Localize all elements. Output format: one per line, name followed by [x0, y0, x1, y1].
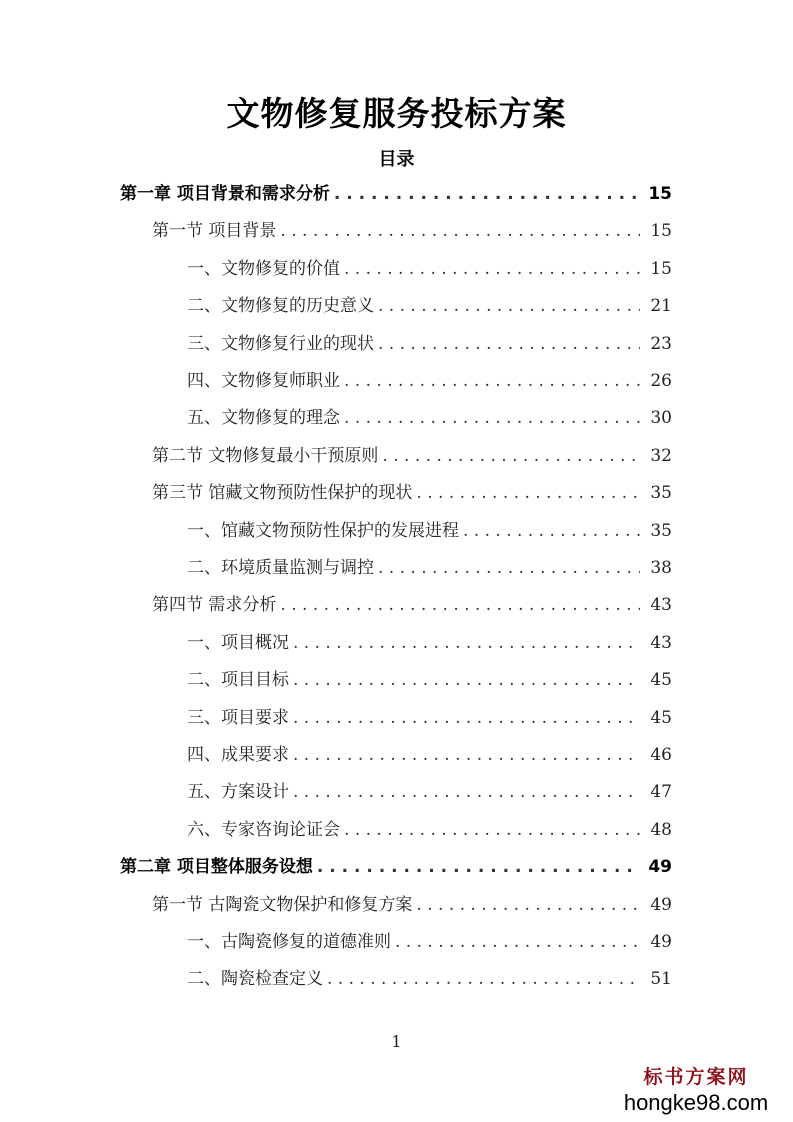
toc-entry[interactable]: [187, 777, 672, 807]
toc-entry-label: 第四节 需求分析: [152, 595, 277, 615]
toc-entry-page: 35: [650, 483, 672, 503]
toc-leader-dots: [293, 777, 640, 807]
toc-entry-page: 48: [650, 820, 672, 840]
toc-entry-page: 26: [650, 371, 672, 391]
toc-entry-page: 46: [650, 745, 672, 765]
toc-leader-dots: [378, 553, 640, 583]
toc-entry-label: 第二章 项目整体服务设想: [120, 857, 313, 877]
toc-heading: 目录: [378, 149, 415, 170]
toc-entry-label: 第三节 馆藏文物预防性保护的现状: [152, 483, 413, 503]
toc-entry-page: 15: [648, 184, 672, 204]
toc-entry-page: 47: [650, 782, 672, 802]
toc-entry-page: 49: [650, 932, 672, 952]
toc-entry-page: 49: [648, 857, 672, 877]
toc-entry[interactable]: [120, 179, 672, 209]
toc-entry-label: 一、馆藏文物预防性保护的发展进程: [187, 521, 459, 541]
toc-entry-page: 32: [650, 446, 672, 466]
document-title: 文物修复服务投标方案: [226, 94, 567, 133]
toc-leader-dots: [293, 740, 640, 770]
toc-entry-label: 一、文物修复的价值: [187, 259, 340, 279]
toc-leader-dots: [416, 890, 640, 920]
toc-entry-label: 第一节 古陶瓷文物保护和修复方案: [152, 895, 413, 915]
toc-entry-page: 30: [650, 408, 672, 428]
toc-leader-dots: [334, 179, 640, 209]
toc-entry-label: 一、项目概况: [187, 633, 289, 653]
toc-leader-dots: [416, 478, 640, 508]
page-number: 1: [391, 1032, 402, 1051]
toc-entry[interactable]: [152, 441, 672, 471]
toc-leader-dots: [378, 291, 640, 321]
toc-entry-label: 二、环境质量监测与调控: [187, 558, 374, 578]
toc-leader-dots: [344, 254, 640, 284]
toc-leader-dots: [344, 403, 640, 433]
toc-entry-page: 35: [650, 521, 672, 541]
toc-leader-dots: [395, 927, 640, 957]
toc-entry[interactable]: [187, 665, 672, 695]
toc-leader-dots: [293, 703, 640, 733]
toc-entry[interactable]: [187, 703, 672, 733]
toc-entry-label: 三、文物修复行业的现状: [187, 334, 374, 354]
toc-leader-dots: [293, 628, 640, 658]
toc-entry-label: 四、文物修复师职业: [187, 371, 340, 391]
toc-entry[interactable]: [152, 890, 672, 920]
toc-entry-label: 四、成果要求: [187, 745, 289, 765]
toc-entry-label: 二、文物修复的历史意义: [187, 296, 374, 316]
toc-entry-page: 21: [650, 296, 672, 316]
toc-leader-dots: [344, 366, 640, 396]
toc-entry-page: 49: [650, 895, 672, 915]
toc-entry-label: 六、专家咨询论证会: [187, 820, 340, 840]
toc-leader-dots: [280, 590, 640, 620]
toc-entry[interactable]: [187, 553, 672, 583]
toc-leader-dots: [293, 665, 640, 695]
toc-entry-label: 二、项目目标: [187, 670, 289, 690]
toc-leader-dots: [463, 516, 640, 546]
toc-entry[interactable]: [187, 329, 672, 359]
toc-entry-label: 第一节 项目背景: [152, 221, 277, 241]
watermark-url-text: hongke98.com: [623, 1090, 769, 1115]
toc-entry-label: 二、陶瓷检查定义: [187, 969, 323, 989]
toc-entry[interactable]: [187, 964, 672, 994]
toc-entry[interactable]: [152, 216, 672, 246]
toc-entry[interactable]: [187, 628, 672, 658]
toc-entry-page: 43: [650, 595, 672, 615]
toc-entry[interactable]: [152, 590, 672, 620]
toc-entry-label: 第二节 文物修复最小干预原则: [152, 446, 379, 466]
toc-entry[interactable]: [187, 516, 672, 546]
toc-entry[interactable]: [187, 740, 672, 770]
toc-leader-dots: [378, 329, 640, 359]
toc-entry-page: 43: [650, 633, 672, 653]
toc-entry-label: 五、方案设计: [187, 782, 289, 802]
toc-entry[interactable]: [187, 366, 672, 396]
toc-entry-page: 45: [650, 670, 672, 690]
toc-leader-dots: [382, 441, 640, 471]
toc-entry-page: 38: [650, 558, 672, 578]
toc-entry-label: 第一章 项目背景和需求分析: [120, 184, 330, 204]
toc-entry[interactable]: [187, 291, 672, 321]
toc-entry-page: 51: [650, 969, 672, 989]
toc-entry-page: 15: [650, 221, 672, 241]
toc-entry-label: 一、古陶瓷修复的道德准则: [187, 932, 391, 952]
toc-entry[interactable]: [120, 852, 672, 882]
watermark-brand-text: 标书方案网: [643, 1066, 749, 1088]
toc-entry-page: 45: [650, 708, 672, 728]
toc-entry[interactable]: [187, 403, 672, 433]
toc-entry-label: 五、文物修复的理念: [187, 408, 340, 428]
toc-entry[interactable]: [187, 254, 672, 284]
toc-entry[interactable]: [187, 927, 672, 957]
toc-entry[interactable]: [187, 815, 672, 845]
toc-entry-page: 23: [650, 334, 672, 354]
toc-leader-dots: [327, 964, 640, 994]
toc-leader-dots: [344, 815, 640, 845]
toc-entry-label: 三、项目要求: [187, 708, 289, 728]
toc-entry[interactable]: [152, 478, 672, 508]
toc-leader-dots: [317, 852, 640, 882]
site-watermark-logo: [611, 1064, 781, 1116]
toc-entry-page: 15: [650, 259, 672, 279]
toc-leader-dots: [280, 216, 640, 246]
